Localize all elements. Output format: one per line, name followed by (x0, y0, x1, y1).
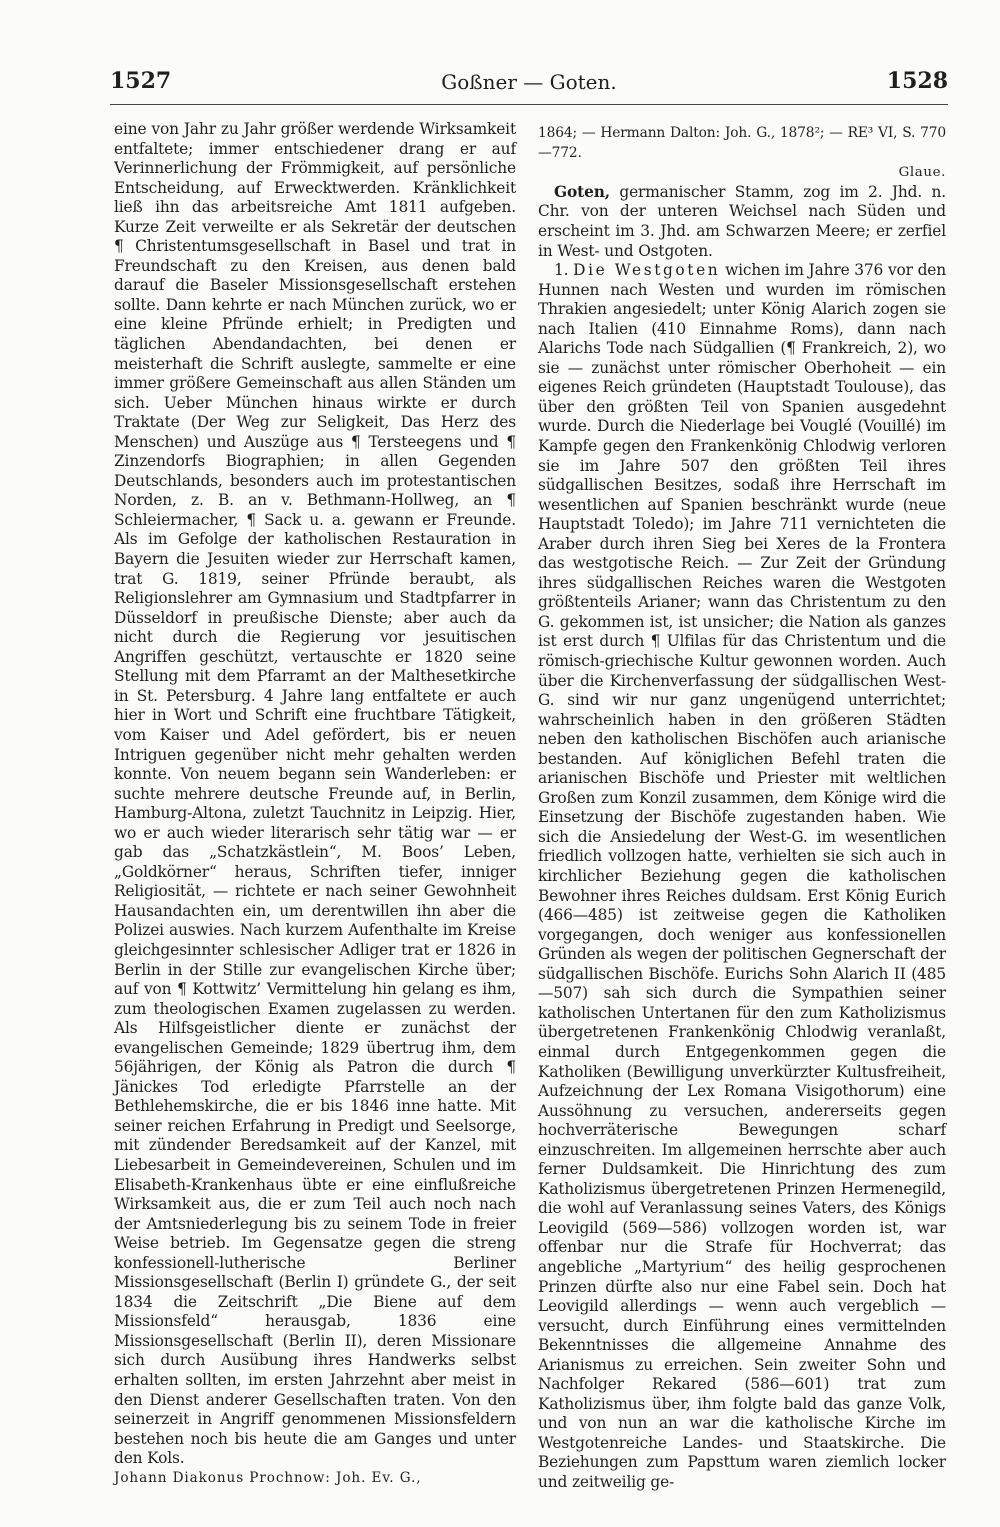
right-references: 1864; — Hermann Dalton: Joh. G., 1878²; — RE³ VI, S. 770—772. (538, 125, 946, 161)
left-column (114, 120, 516, 1489)
section-number: 1. (554, 261, 569, 280)
article-author: Glaue. (898, 165, 946, 181)
section-paragraph (538, 261, 946, 1492)
left-paragraph: eine von Jahr zu Jahr größer werdende Wirksamkeit entfaltete; immer entschiedener drang er auf Verinnerlichung der Frömmigkeit, auf persönliche Entscheidung, auf Erwecktwerden. Kränklichkeit ließ ihn das arbeitsreiche Amt 1811 aufgeben. Kurze Zeit verweilte er als Sekretär der deutschen ¶ Christentumsgesellschaft in Basel und trat in Freundschaft zu den Kreisen, aus denen bald darauf die Baseler Missionsgesellschaft erstehen sollte. Dann kehrte er nach München zurück, wo er eine kleine Pfründe erhielt; in Predigten und täglichen Abendandachten, bei denen er meisterhaft die Schrift auslegte, sammelte er eine immer größere Gemeinschaft aus allen Ständen um sich. Ueber München hinaus wirkte er durch Traktate (Der Weg zur Seligkeit, Das Herz des Menschen) und Auszüge aus ¶ Tersteegens und ¶ Zinzendorfs Biographien; in allen Gegenden Deutschlands, besonders auch im protestantischen Norden, z. B. an v. Bethmann-Hollweg, an ¶ Schleiermacher, ¶ Sack u. a. gewann er Freunde. Als im Gefolge der katholischen Restauration in Bayern die Jesuiten wieder zur Herrschaft kamen, trat G. 1819, seiner Pfründe beraubt, als Religionslehrer am Gymnasium und Stadtpfarrer in Düsseldorf in preußische Dienste; aber auch da nicht durch die Regierung vor jesuitischen Angriffen geschützt, vertauschte er 1820 seine Stellung mit dem Pfarramt an der Malthesetkirche in St. Petersburg. 4 Jahre lang entfaltete er auch hier in Wort und Schrift eine fruchtbare Tätigkeit, vom Kaiser und Adel gefördert, bis er neuen Intriguen gegenüber nicht mehr gehalten werden konnte. Von neuem begann sein Wanderleben: er suchte mehrere deutsche Freunde auf, in Berlin, Hamburg-Altona, zuletzt Tauchnitz in Leipzig. Hier, wo er auch wieder literarisch sehr tätig war — er gab das „Schatzkästlein“, M. Boos’ Leben, „Goldkörner“ heraus, Schriften tiefer, inniger Religiosität, — richtete er nach seiner Gewohnheit Hausandachten ein, um derentwillen ihn aber die Polizei auswies. Nach kurzem Aufenthalte im Kreise gleichgesinnter schlesischer Adliger trat er 1826 in Berlin in der Stille zur evangelischen Kirche über; auf von ¶ Kottwitz’ Vermittelung hin gelang es ihm, zum theologischen Examen zugelassen zu werden. Als Hilfsgeistlicher diente er zunächst der evangelischen Gemeinde; 1829 übertrug ihm, dem 56jährigen, der König als Patron die durch ¶ Jänickes Tod erledigte Pfarrstelle an der Bethlehemskirche, die er bis 1846 inne hatte. Mit seiner reichen Erfahrung in Predigt und Seelsorge, mit zündender Beredsamkeit auf der Kanzel, mit Liebesarbeit in Gemeindevereinen, Schulen und im Elisabeth-Krankenhaus übte er eine einflußreiche Wirksamkeit aus, die er zum Teil auch noch nach der Amtsniederlegung bis zu seinem Tode in freier Weise betrieb. Im Gegensatze gegen die streng konfessionell-lutherische Berliner Missionsgesellschaft (Berlin I) gründete G., der seit 1834 die Zeitschrift „Die Biene auf dem Missionsfeld“ herausgab, 1836 eine Missionsgesellschaft (Berlin II), deren Missionare sich durch Ausübung ihres Handwerks selbst erhalten sollten, im ersten Jahrzehnt aber meist in den Dienst anderer Gesellschaften traten. Von den seinerzeit in Angriff genommenen Missionsfeldern bestehen noch bis heute die am Ganges und unter den Kols. (114, 120, 516, 1468)
page-number-left: 1527 (110, 68, 172, 94)
section-term: Die Westgoten (573, 261, 721, 280)
header-rule (110, 104, 948, 105)
right-column (538, 124, 946, 1493)
entry-intro-paragraph (538, 183, 946, 261)
page-number-right: 1528 (886, 68, 948, 94)
page-header (110, 68, 948, 100)
entry-intro: germanischer Stamm, zog im 2. Jhd. n. Chr. von der unteren Weichsel nach Süden und erscheint im 3. Jhd. am Schwarzen Meere; er zerfiel in West- und Ostgoten. (538, 182, 946, 260)
entry-heading: Goten, (554, 182, 610, 201)
section-body: wichen im Jahre 376 vor den Hunnen nach Westen und wurden im römischen Thrakien angesiedelt; unter König Alarich zogen sie nach Italien (410 Einnahme Roms), dann nach Alarichs Tode nach Südgallien (¶ Frankreich, 2), wo sie — zunächst unter römischer Oberhoheit — ein eigenes Reich gründeten (Hauptstadt Toulouse), das über den größten Teil von Spanien ausgedehnt wurde. Durch die Niederlage bei Vouglé (Vouillé) im Kampfe gegen den Frankenkönig Chlodwig verloren sie im Jahre 507 den größten Teil ihres südgallischen Besitzes, sodaß ihre Herrschaft im wesentlichen auf Spanien beschränkt wurde (neue Hauptstadt Toledo); im Jahre 711 vernichteten die Araber durch ihren Sieg bei Xeres de la Frontera das westgotische Reich. — Zur Zeit der Gründung ihres südgallischen Reiches waren die Westgoten größtenteils Arianer; wann das Christentum zu den G. gekommen ist, ist unsicher; die Nation als ganzes ist erst durch ¶ Ulfilas für das Christentum und die römisch-griechische Kultur gewonnen worden. Auch über die Kirchenverfassung der südgallischen West-G. sind wir nur ganz ungenügend unterrichtet; wahrscheinlich haben in den größeren Städten neben den katholischen Bischöfen auch arianische bestanden. Auf königlichen Befehl traten die arianischen Bischöfe und Priester mit weltlichen Großen zum Konzil zusammen, dem Könige wird die Einsetzung der Bischöfe zugestanden haben. Wie sich die Ansiedelung der West-G. im wesentlichen friedlich vollzogen hatte, verhielten sie sich auch in kirchlicher Beziehung gegen die katholischen Bewohner ihres Reiches duldsam. Erst König Eurich (466—485) ist zeitweise gegen die Katholiken vorgegangen, doch weniger aus konfessionellen Gründen als wegen der politischen Gegnerschaft der südgallischen Bischöfe. Eurichs Sohn Alarich II (485—507) sah sich durch die Sympathien seiner katholischen Untertanen für den zum Katholizismus übergetretenen Frankenkönig Chlodwig veranlaßt, einmal durch Entgegenkommen gegen die Katholiken (Bewilligung unverkürzter Kultusfreiheit, Aufzeichnung der Lex Romana Visigothorum) eine Aussöhnung zu versuchen, andererseits gegen hochverräterische Bewegungen scharf einzuschreiten. Im allgemeinen herrschte aber auch ferner Duldsamkeit. Die Hinrichtung des zum Katholizismus übergetretenen Prinzen Hermenegild, die wohl auf Veranlassung seines Vaters, des Königs Leovigild (569—586) vollzogen worden ist, war offenbar nur die Strafe für Hochverrat; das angebliche „Martyrium“ des heilig gesprochenen Prinzen dürfte also nur eine Fabel sein. Doch hat Leovigild allerdings — wenn auch vergeblich — versucht, durch Einführung eines vermittelnden Bekenntnisses die allgemeine Annahme des Arianismus zu erreichen. Sein zweiter Sohn und Nachfolger Rekared (586—601) trat zum Katholizismus über, ihm folgte bald das ganze Volk, und von nun an war die katholische Kirche im Westgotenreiche Landes- und Staatskirche. Die Beziehungen zum Papsttum waren ziemlich locker und zeitweilig ge- (538, 261, 947, 1491)
running-title: Goßner — Goten. (441, 70, 617, 94)
left-references: Johann Diakonus Prochnow: Joh. Ev. G., (114, 1469, 422, 1486)
